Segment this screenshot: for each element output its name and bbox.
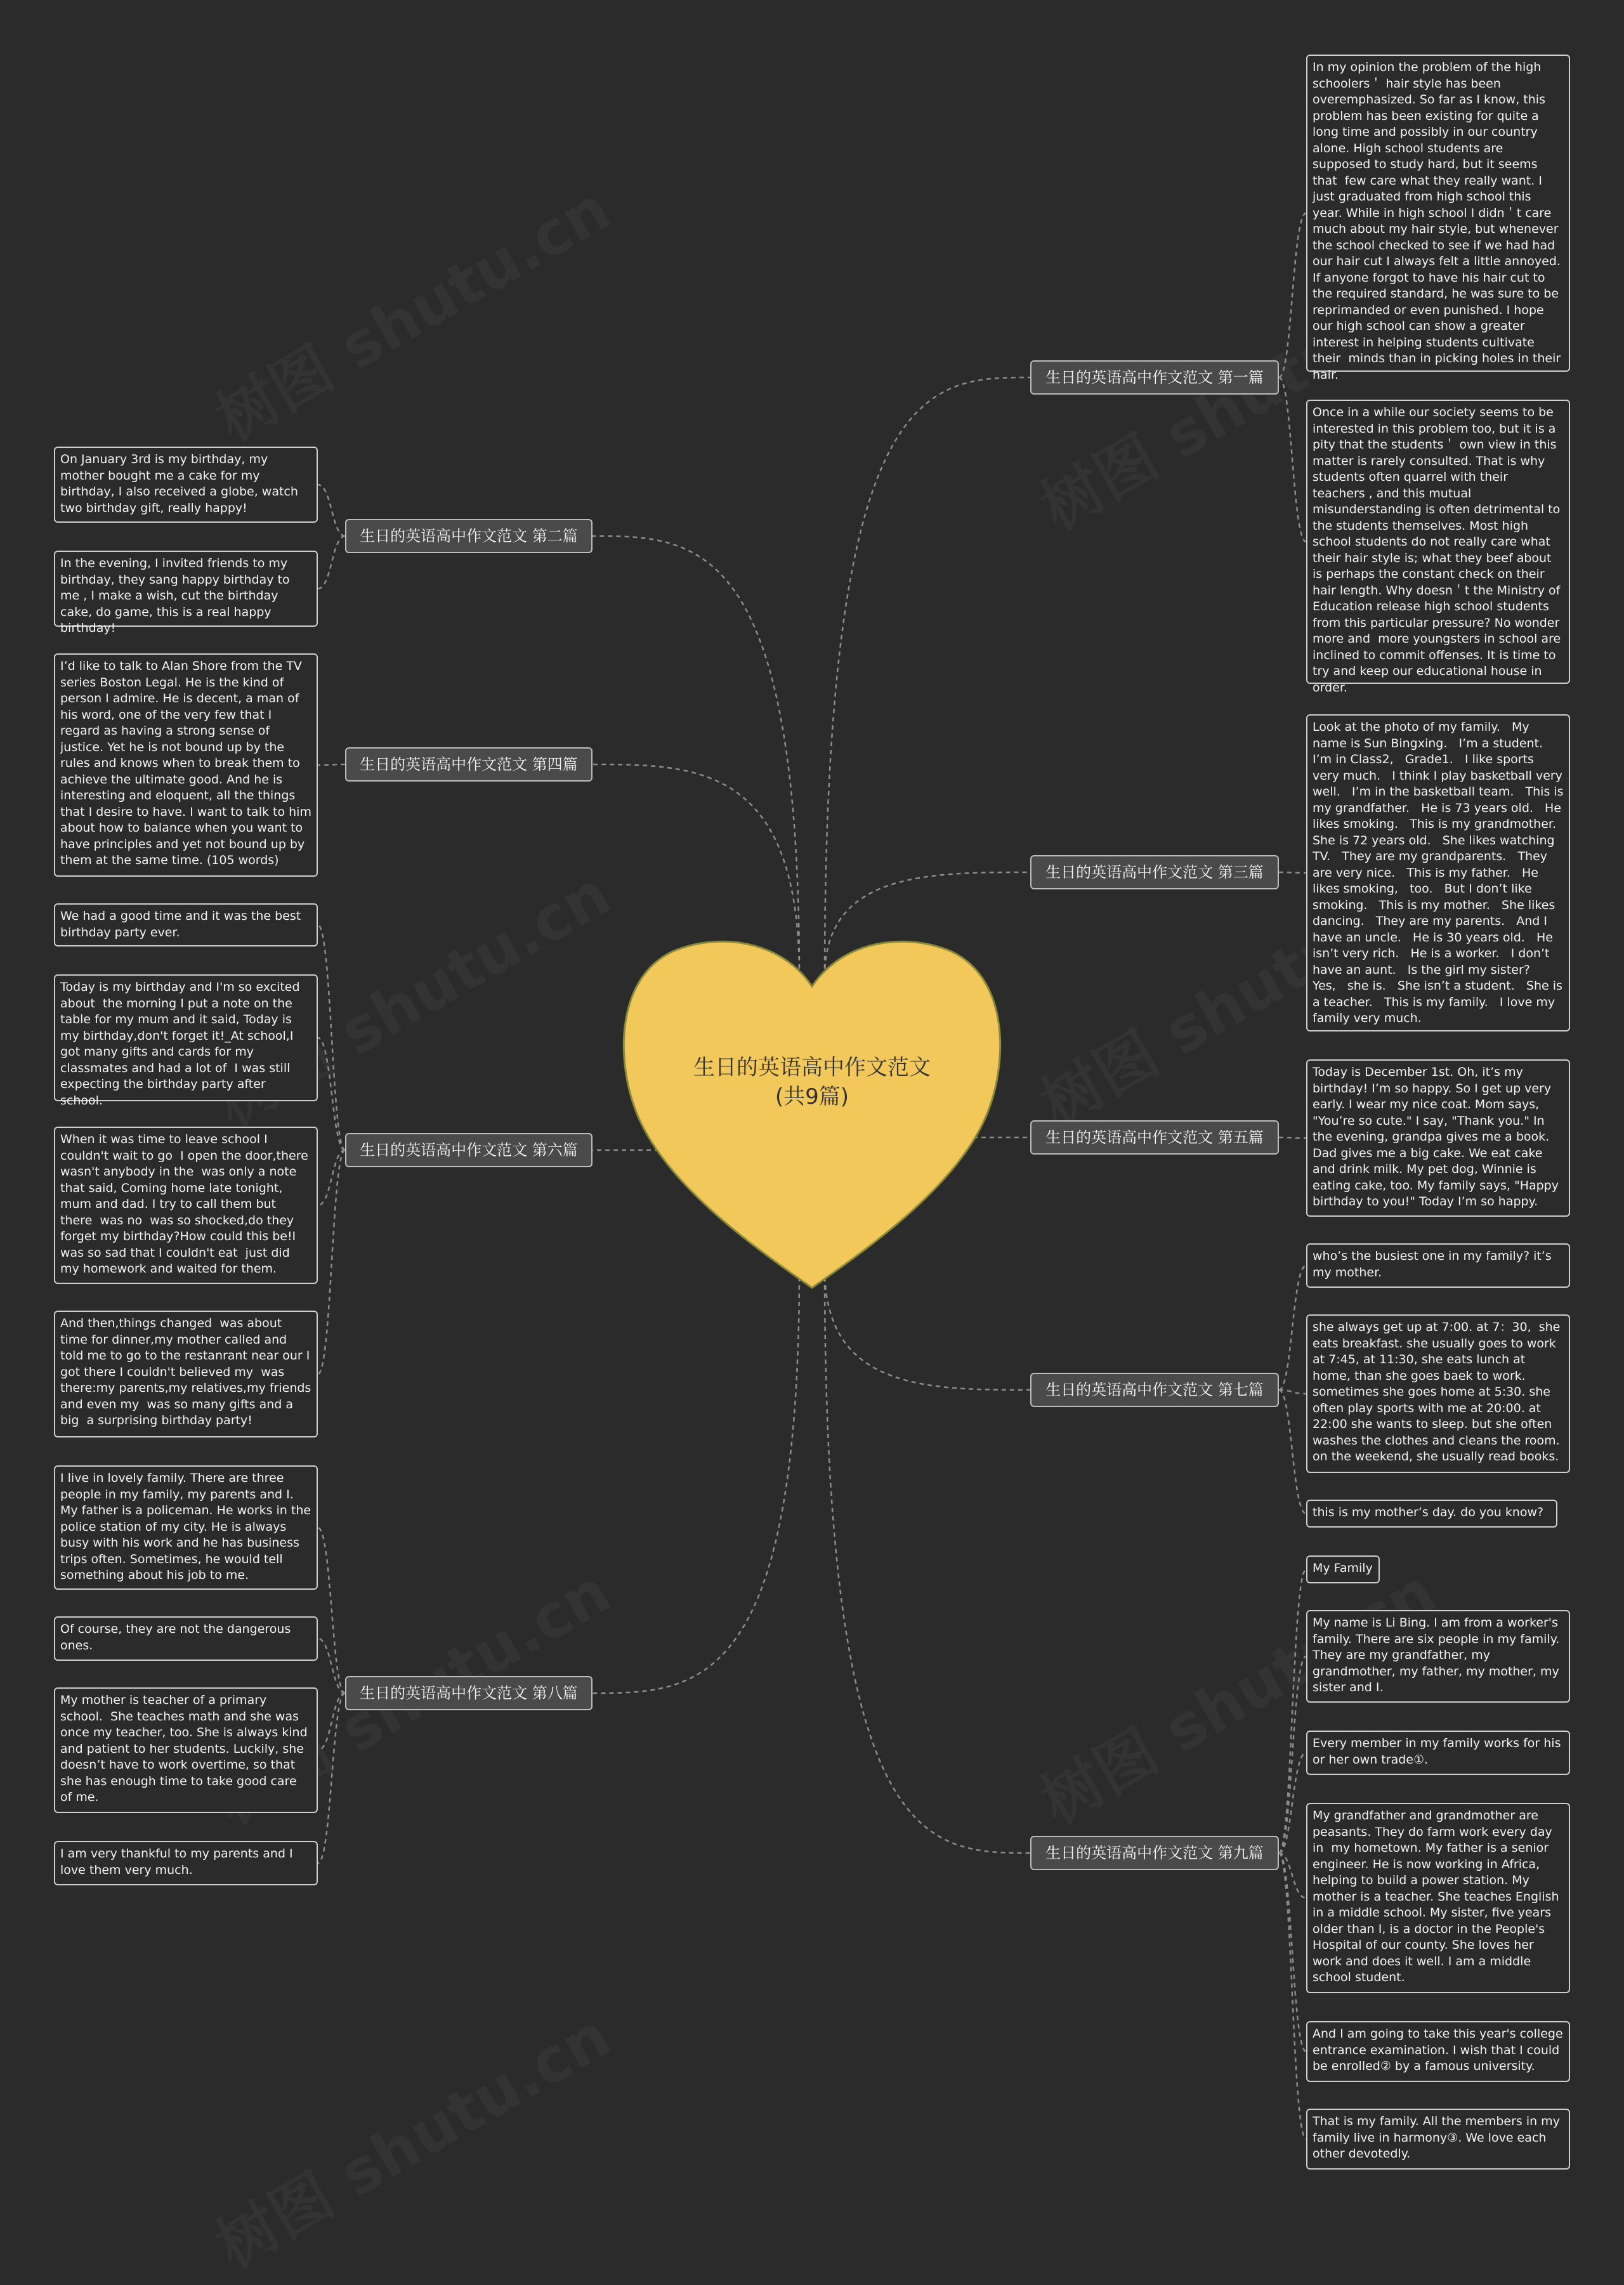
leaf-9-1[interactable]: My Family bbox=[1306, 1555, 1380, 1583]
leaf-5-1[interactable]: Today is December 1st. Oh, it’s my birthday! I’m so happy. So I get up very early. I wear my nice coat. Mom says, "You’re so cute." I say, "Thank you." In the evening, grandpa gives me a book. Dad gives me a big cake. We eat cake and drink milk. My pet dog, Winnie is eating cake, too. My family says, "Happy birthday to you!" Today I’m so happy. bbox=[1306, 1059, 1570, 1217]
leaf-6-1[interactable]: We had a good time and it was the best birthday party ever. bbox=[54, 903, 318, 946]
leaf-9-4[interactable]: My grandfather and grandmother are peasants. They do farm work every day in my hometown. My father is a senior engineer. He is now working in Africa, helping to build a power station. My mother is a teacher. She teaches English in a middle school. My sister, five years older than I, is a doctor in the People's Hospital of our county. She loves her work and does it well. I am a middle school student. bbox=[1306, 1803, 1570, 1993]
leaf-2-2[interactable]: In the evening, I invited friends to my birthday, they sang happy birthday to me , I make a wish, cut the birthday cake, do game, this is a real happy birthday! bbox=[54, 551, 318, 627]
branch-3[interactable]: 生日的英语高中作文范文 第三篇 bbox=[1030, 855, 1279, 889]
branch-1[interactable]: 生日的英语高中作文范文 第一篇 bbox=[1030, 360, 1279, 395]
root-title: 生日的英语高中作文范文(共9篇) bbox=[693, 1055, 931, 1110]
leaf-9-2[interactable]: My name is Li Bing. I am from a worker's family. There are six people in my family. They are my grandfather, my grandmother, my father, my mother, my sister and I. bbox=[1306, 1610, 1570, 1703]
leaf-7-1[interactable]: who’s the busiest one in my family? it’s my mother. bbox=[1306, 1243, 1570, 1288]
leaf-2-1[interactable]: On January 3rd is my birthday, my mother bought me a cake for my birthday, I also received a globe, watch two birthday gift, really happy! bbox=[54, 447, 318, 523]
leaf-8-2[interactable]: Of course, they are not the dangerous ones. bbox=[54, 1616, 318, 1661]
leaf-6-4[interactable]: And then,things changed was about time for dinner,my mother called and told me to go to the restanrant near our I got there I couldn't believed my was there:my parents,my relatives,my friends and even my was so many gifts and a big a surprising birthday party! bbox=[54, 1311, 318, 1437]
branch-4[interactable]: 生日的英语高中作文范文 第四篇 bbox=[345, 747, 593, 782]
leaf-1-1[interactable]: In my opinion the problem of the high schoolers＇ hair style has been overemphasized. So far as I know, this problem has been existing for quite a long time and possibly in our country alone. High school students are supposed to study hard, but it seems that few care what they really want. I just graduated from high school this year. While in high school I didn＇t care much about my hair style, but whenever the school checked to see if we had had our hair cut I always felt a little annoyed. If anyone forgot to have his hair cut to the required standard, he was sure to be reprimanded or even punished. I hope our high school can show a greater interest in helping students cultivate their minds than in picking holes in their hair. bbox=[1306, 55, 1570, 372]
leaf-6-3[interactable]: When it was time to leave school I couldn't wait to go I open the door,there wasn't anybody in the was only a note that said, Coming home late tonight, mum and dad. I try to call them but there was no was so shocked,do they forget my birthday?How could this be!I was so sad that I couldn't eat just did my homework and waited for them. bbox=[54, 1127, 318, 1284]
leaf-6-2[interactable]: Today is my birthday and I'm so excited about the morning I put a note on the table for my mum and it said, Today is my birthday,don't forget it!_At school,I got many gifts and cards for my classmates and had a lot of I was still expecting the birthday party after school. bbox=[54, 974, 318, 1101]
leaf-9-6[interactable]: That is my family. All the members in my family live in harmony③. We love each other devotedly. bbox=[1306, 2109, 1570, 2170]
branch-6[interactable]: 生日的英语高中作文范文 第六篇 bbox=[345, 1133, 593, 1167]
branch-9[interactable]: 生日的英语高中作文范文 第九篇 bbox=[1030, 1836, 1279, 1870]
branch-8[interactable]: 生日的英语高中作文范文 第八篇 bbox=[345, 1676, 593, 1710]
leaf-1-2[interactable]: Once in a while our society seems to be interested in this problem too, but it is a pity that the students＇ own view in this matter is rarely consulted. That is why students often quarrel with their teachers , and this mutual misunderstanding is often detrimental to the students themselves. Most high school students do not really care what their hair style is; what they beef about is perhaps the constant check on their hair length. Why doesn＇t the Ministry of Education release high school students from this particular pressure? No wonder more and more youngsters in school are inclined to commit offenses. It is time to try and keep our educational house in order. bbox=[1306, 400, 1570, 684]
leaf-8-3[interactable]: My mother is teacher of a primary school. She teaches math and she was once my teacher, too. She is always kind and patient to her students. Luckily, she doesn’t have to work overtime, so that she has enough time to take good care of me. bbox=[54, 1687, 318, 1813]
branch-5[interactable]: 生日的英语高中作文范文 第五篇 bbox=[1030, 1120, 1279, 1155]
leaf-8-4[interactable]: I am very thankful to my parents and I love them very much. bbox=[54, 1841, 318, 1885]
branch-2[interactable]: 生日的英语高中作文范文 第二篇 bbox=[345, 519, 593, 553]
leaf-9-5[interactable]: And I am going to take this year's college entrance examination. I wish that I could be enrolled② by a famous university. bbox=[1306, 2021, 1570, 2082]
leaf-4-1[interactable]: I’d like to talk to Alan Shore from the TV series Boston Legal. He is the kind of person I admire. He is decent, a man of his word, one of the very few that I regard as having a strong sense of justice. Yet he is not bound up by the rules and knows when to break them to achieve the ultimate good. And he is interesting and eloquent, all the things that I desire to have. I want to talk to him about how to balance when you want to have principles and yet not bound up by them at the same time. (105 words) bbox=[54, 653, 318, 877]
branch-7[interactable]: 生日的英语高中作文范文 第七篇 bbox=[1030, 1373, 1279, 1407]
leaf-3-1[interactable]: Look at the photo of my family. My name is Sun Bingxing. I’m a student. I’m in Class2, Grade1. I like sports very much. I think I play basketball very well. I’m in the basketball team. This is my grandfather. He is 73 years old. He likes smoking. This is my grandmother. She is 72 years old. She likes watching TV. They are my grandparents. They are very nice. This is my father. He likes smoking, too. But I don’t like smoking. This is my mother. She likes dancing. They are my parents. And I have an uncle. He is 30 years old. He isn’t very rich. He is a worker. I don’t have an aunt. Is the girl my sister? Yes, she is. She isn’t a student. She is a teacher. This is my family. I love my family very much. bbox=[1306, 714, 1570, 1031]
leaf-9-3[interactable]: Every member in my family works for his or her own trade①. bbox=[1306, 1731, 1570, 1775]
leaf-7-3[interactable]: this is my mother’s day. do you know? bbox=[1306, 1500, 1557, 1528]
leaf-8-1[interactable]: I live in lovely family. There are three people in my family, my parents and I. My father is a policeman. He works in the police station of my city. He is always busy with his work and he has business trips often. Sometimes, he would tell something about his job to me. bbox=[54, 1465, 318, 1590]
leaf-7-2[interactable]: she always get up at 7:00. at 7：30, she eats breakfast. she usually goes to work at 7:45, at 11:30, she eats lunch at home, than she goes baek to work. sometimes she goes home at 5:30. she often play sports with me at 20:00. at 22:00 she wants to sleep. but she often washes the clothes and cleans the room. on the weekend, she usually read books. bbox=[1306, 1314, 1570, 1473]
